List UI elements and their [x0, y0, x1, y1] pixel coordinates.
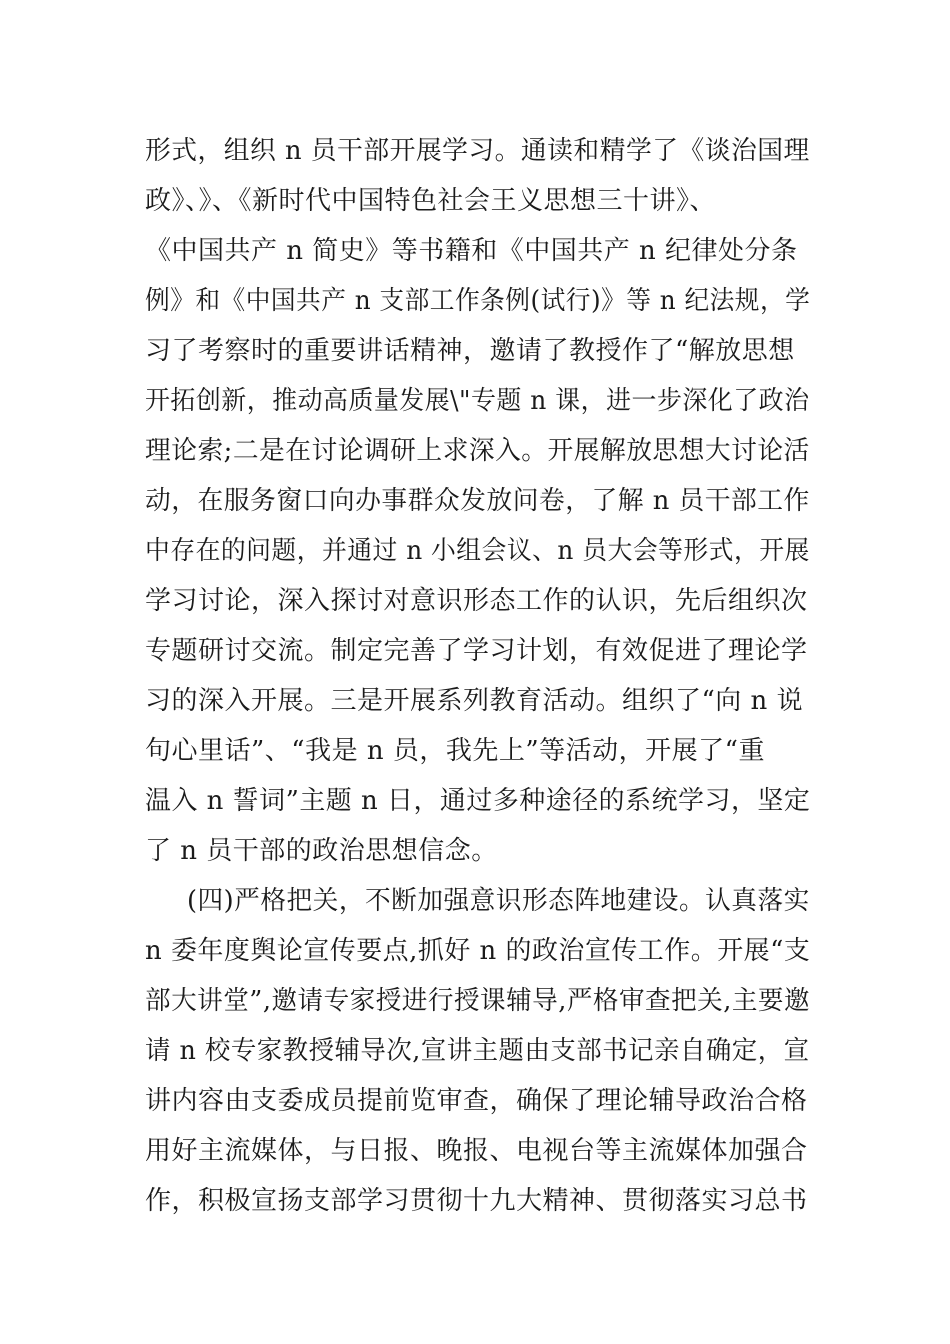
text-line: n 委年度舆论宣传要点,抓好 n 的政治宣传工作。开展“支: [145, 936, 811, 966]
text-line: 形式，组织 n 员干部开展学习。通读和精学了《谈治国理: [145, 136, 810, 166]
text-line: 动，在服务窗口向办事群众发放问卷，了解 n 员干部工作: [145, 486, 810, 516]
text-line: 讲内容由支委成员提前览审查，确保了理论辅导政治合格: [145, 1086, 808, 1116]
text-line: 开拓创新，推动高质量发展\"专题 n 课，进一步深化了政治: [145, 386, 810, 416]
text-line: 政》、》、《新时代中国特色社会王义思想三十讲》、: [145, 186, 717, 216]
text-line: 习了考察时的重要讲话精神，邀请了教授作了“解放思想: [145, 336, 795, 366]
text-line: 了 n 员干部的政治思想信念。: [145, 836, 498, 866]
text-line: 例》和《中国共产 n 支部工作条例(试行)》等 n 纪法规，学: [145, 286, 811, 316]
text-line: 作，积极宣扬支部学习贯彻十九大精神、贯彻落实习总书: [145, 1186, 808, 1216]
text-line: 请 n 校专家教授辅导次,宣讲主题由支部书记亲自确定，宣: [145, 1036, 810, 1066]
text-line: 《中国共产 n 简史》等书籍和《中国共产 n 纪律处分条: [145, 236, 798, 266]
text-line: 用好主流媒体，与日报、晚报、电视台等主流媒体加强合: [145, 1136, 808, 1166]
text-line: 部大讲堂”,邀请专家授进行授课辅导,严格审查把关,主要邀: [145, 986, 811, 1016]
text-line: 句心里话”、“我是 n 员，我先上”等活动，开展了“重: [145, 736, 765, 766]
paragraph-start-line: (四)严格把关，不断加强意识形态阵地建设。认真落实: [187, 886, 810, 916]
text-line: 温入 n 誓词”主题 n 日，通过多种途径的系统学习，坚定: [145, 786, 811, 816]
text-line: 学习讨论，深入探讨对意识形态工作的认识，先后组织次: [145, 586, 808, 616]
text-line: 中存在的问题，并通过 n 小组会议、n 员大会等形式，开展: [145, 536, 810, 566]
text-line: 专题研讨交流。制定完善了学习计划，有效促进了理论学: [145, 636, 808, 666]
text-line: 习的深入开展。三是开展系列教育活动。组织了“向 n 说: [145, 686, 804, 716]
text-line: 理论索;二是在讨论调研上求深入。开展解放思想大讨论活: [145, 436, 810, 466]
